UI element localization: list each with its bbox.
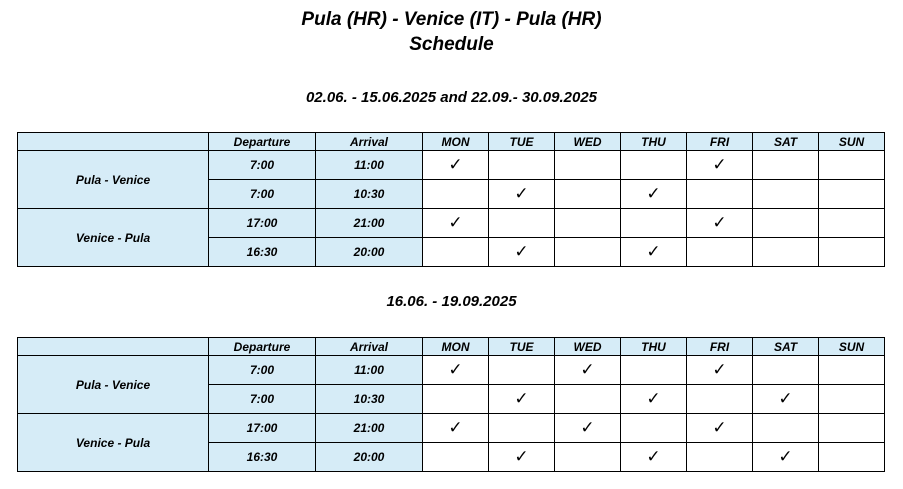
day-cell-sun bbox=[819, 180, 885, 209]
day-cell-thu bbox=[621, 356, 687, 385]
period-heading-2: 16.06. - 19.09.2025 bbox=[386, 293, 517, 310]
day-cell-mon bbox=[423, 209, 489, 238]
day-cell-wed bbox=[555, 180, 621, 209]
departure-time: 7:00 bbox=[209, 356, 316, 385]
day-cell-thu bbox=[621, 209, 687, 238]
day-cell-wed bbox=[555, 209, 621, 238]
day-cell-sat bbox=[753, 356, 819, 385]
route-name: Venice - Pula bbox=[18, 414, 209, 472]
day-cell-thu bbox=[621, 414, 687, 443]
check-mark-icon: ✓ bbox=[448, 418, 463, 437]
arrival-time: 20:00 bbox=[316, 443, 423, 472]
departure-time: 7:00 bbox=[209, 180, 316, 209]
arrival-time: 11:00 bbox=[316, 151, 423, 180]
day-cell-sun bbox=[819, 385, 885, 414]
day-cell-fri bbox=[687, 385, 753, 414]
day-header-thu: THU bbox=[621, 338, 687, 356]
day-cell-fri bbox=[687, 209, 753, 238]
day-cell-mon bbox=[423, 180, 489, 209]
check-mark-icon: ✓ bbox=[712, 155, 727, 174]
check-mark-icon: ✓ bbox=[778, 447, 793, 466]
departure-header: Departure bbox=[209, 338, 316, 356]
day-header-mon: MON bbox=[423, 133, 489, 151]
day-header-sun: SUN bbox=[819, 338, 885, 356]
day-cell-mon bbox=[423, 356, 489, 385]
table-row bbox=[18, 209, 885, 238]
check-mark-icon: ✓ bbox=[778, 389, 793, 408]
day-cell-sun bbox=[819, 414, 885, 443]
arrival-header: Arrival bbox=[316, 133, 423, 151]
day-header-fri: FRI bbox=[687, 338, 753, 356]
day-cell-wed bbox=[555, 151, 621, 180]
schedule-table-2 bbox=[17, 337, 885, 472]
departure-time: 7:00 bbox=[209, 385, 316, 414]
departure-header: Departure bbox=[209, 133, 316, 151]
day-cell-mon bbox=[423, 151, 489, 180]
day-cell-tue bbox=[489, 151, 555, 180]
check-mark-icon: ✓ bbox=[580, 360, 595, 379]
check-mark-icon: ✓ bbox=[646, 447, 661, 466]
day-cell-sat bbox=[753, 385, 819, 414]
arrival-time: 10:30 bbox=[316, 180, 423, 209]
day-cell-wed bbox=[555, 356, 621, 385]
route-name: Pula - Venice bbox=[18, 356, 209, 414]
day-cell-tue bbox=[489, 385, 555, 414]
check-mark-icon: ✓ bbox=[646, 389, 661, 408]
departure-time: 16:30 bbox=[209, 238, 316, 267]
header-row bbox=[18, 338, 885, 356]
day-cell-thu bbox=[621, 151, 687, 180]
day-cell-sun bbox=[819, 151, 885, 180]
day-cell-tue bbox=[489, 414, 555, 443]
header-row bbox=[18, 133, 885, 151]
day-cell-thu bbox=[621, 385, 687, 414]
day-header-fri: FRI bbox=[687, 133, 753, 151]
arrival-header: Arrival bbox=[316, 338, 423, 356]
day-cell-sat bbox=[753, 209, 819, 238]
day-cell-mon bbox=[423, 385, 489, 414]
day-cell-tue bbox=[489, 356, 555, 385]
schedule-title: Pula (HR) - Venice (IT) - Pula (HR) bbox=[301, 9, 602, 30]
table-row bbox=[18, 151, 885, 180]
day-cell-sat bbox=[753, 443, 819, 472]
day-header-sun: SUN bbox=[819, 133, 885, 151]
corner-header bbox=[18, 133, 209, 151]
day-cell-tue bbox=[489, 443, 555, 472]
day-cell-tue bbox=[489, 180, 555, 209]
day-cell-tue bbox=[489, 209, 555, 238]
day-cell-thu bbox=[621, 443, 687, 472]
day-header-tue: TUE bbox=[489, 338, 555, 356]
day-cell-mon bbox=[423, 238, 489, 267]
day-cell-thu bbox=[621, 180, 687, 209]
day-cell-thu bbox=[621, 238, 687, 267]
check-mark-icon: ✓ bbox=[712, 418, 727, 437]
day-cell-fri bbox=[687, 151, 753, 180]
day-header-tue: TUE bbox=[489, 133, 555, 151]
day-cell-sun bbox=[819, 356, 885, 385]
day-cell-sun bbox=[819, 209, 885, 238]
table-row bbox=[18, 356, 885, 385]
departure-time: 17:00 bbox=[209, 414, 316, 443]
day-cell-sat bbox=[753, 238, 819, 267]
period-heading-1: 02.06. - 15.06.2025 and 22.09.- 30.09.2025 bbox=[305, 89, 598, 106]
arrival-time: 10:30 bbox=[316, 385, 423, 414]
departure-time: 17:00 bbox=[209, 209, 316, 238]
day-header-sat: SAT bbox=[753, 133, 819, 151]
departure-time: 16:30 bbox=[209, 443, 316, 472]
arrival-time: 21:00 bbox=[316, 414, 423, 443]
check-mark-icon: ✓ bbox=[448, 213, 463, 232]
arrival-time: 11:00 bbox=[316, 356, 423, 385]
departure-time: 7:00 bbox=[209, 151, 316, 180]
check-mark-icon: ✓ bbox=[646, 184, 661, 203]
arrival-time: 21:00 bbox=[316, 209, 423, 238]
day-cell-fri bbox=[687, 180, 753, 209]
day-cell-wed bbox=[555, 414, 621, 443]
day-header-wed: WED bbox=[555, 338, 621, 356]
check-mark-icon: ✓ bbox=[646, 242, 661, 261]
route-name: Venice - Pula bbox=[18, 209, 209, 267]
day-cell-mon bbox=[423, 443, 489, 472]
schedule-subtitle: Schedule bbox=[409, 34, 494, 55]
check-mark-icon: ✓ bbox=[580, 418, 595, 437]
day-cell-wed bbox=[555, 385, 621, 414]
day-cell-fri bbox=[687, 356, 753, 385]
day-cell-sat bbox=[753, 151, 819, 180]
check-mark-icon: ✓ bbox=[448, 155, 463, 174]
day-cell-sat bbox=[753, 414, 819, 443]
day-header-thu: THU bbox=[621, 133, 687, 151]
arrival-time: 20:00 bbox=[316, 238, 423, 267]
check-mark-icon: ✓ bbox=[712, 213, 727, 232]
day-header-wed: WED bbox=[555, 133, 621, 151]
route-name: Pula - Venice bbox=[18, 151, 209, 209]
check-mark-icon: ✓ bbox=[514, 242, 529, 261]
day-cell-sun bbox=[819, 443, 885, 472]
check-mark-icon: ✓ bbox=[712, 360, 727, 379]
day-cell-fri bbox=[687, 443, 753, 472]
check-mark-icon: ✓ bbox=[448, 360, 463, 379]
check-mark-icon: ✓ bbox=[514, 184, 529, 203]
day-cell-tue bbox=[489, 238, 555, 267]
day-header-sat: SAT bbox=[753, 338, 819, 356]
schedule-table-1 bbox=[17, 132, 885, 267]
day-cell-mon bbox=[423, 414, 489, 443]
day-cell-wed bbox=[555, 238, 621, 267]
day-cell-sat bbox=[753, 180, 819, 209]
table-row bbox=[18, 414, 885, 443]
day-cell-fri bbox=[687, 238, 753, 267]
day-cell-sun bbox=[819, 238, 885, 267]
check-mark-icon: ✓ bbox=[514, 389, 529, 408]
corner-header bbox=[18, 338, 209, 356]
day-cell-fri bbox=[687, 414, 753, 443]
day-header-mon: MON bbox=[423, 338, 489, 356]
check-mark-icon: ✓ bbox=[514, 447, 529, 466]
day-cell-wed bbox=[555, 443, 621, 472]
